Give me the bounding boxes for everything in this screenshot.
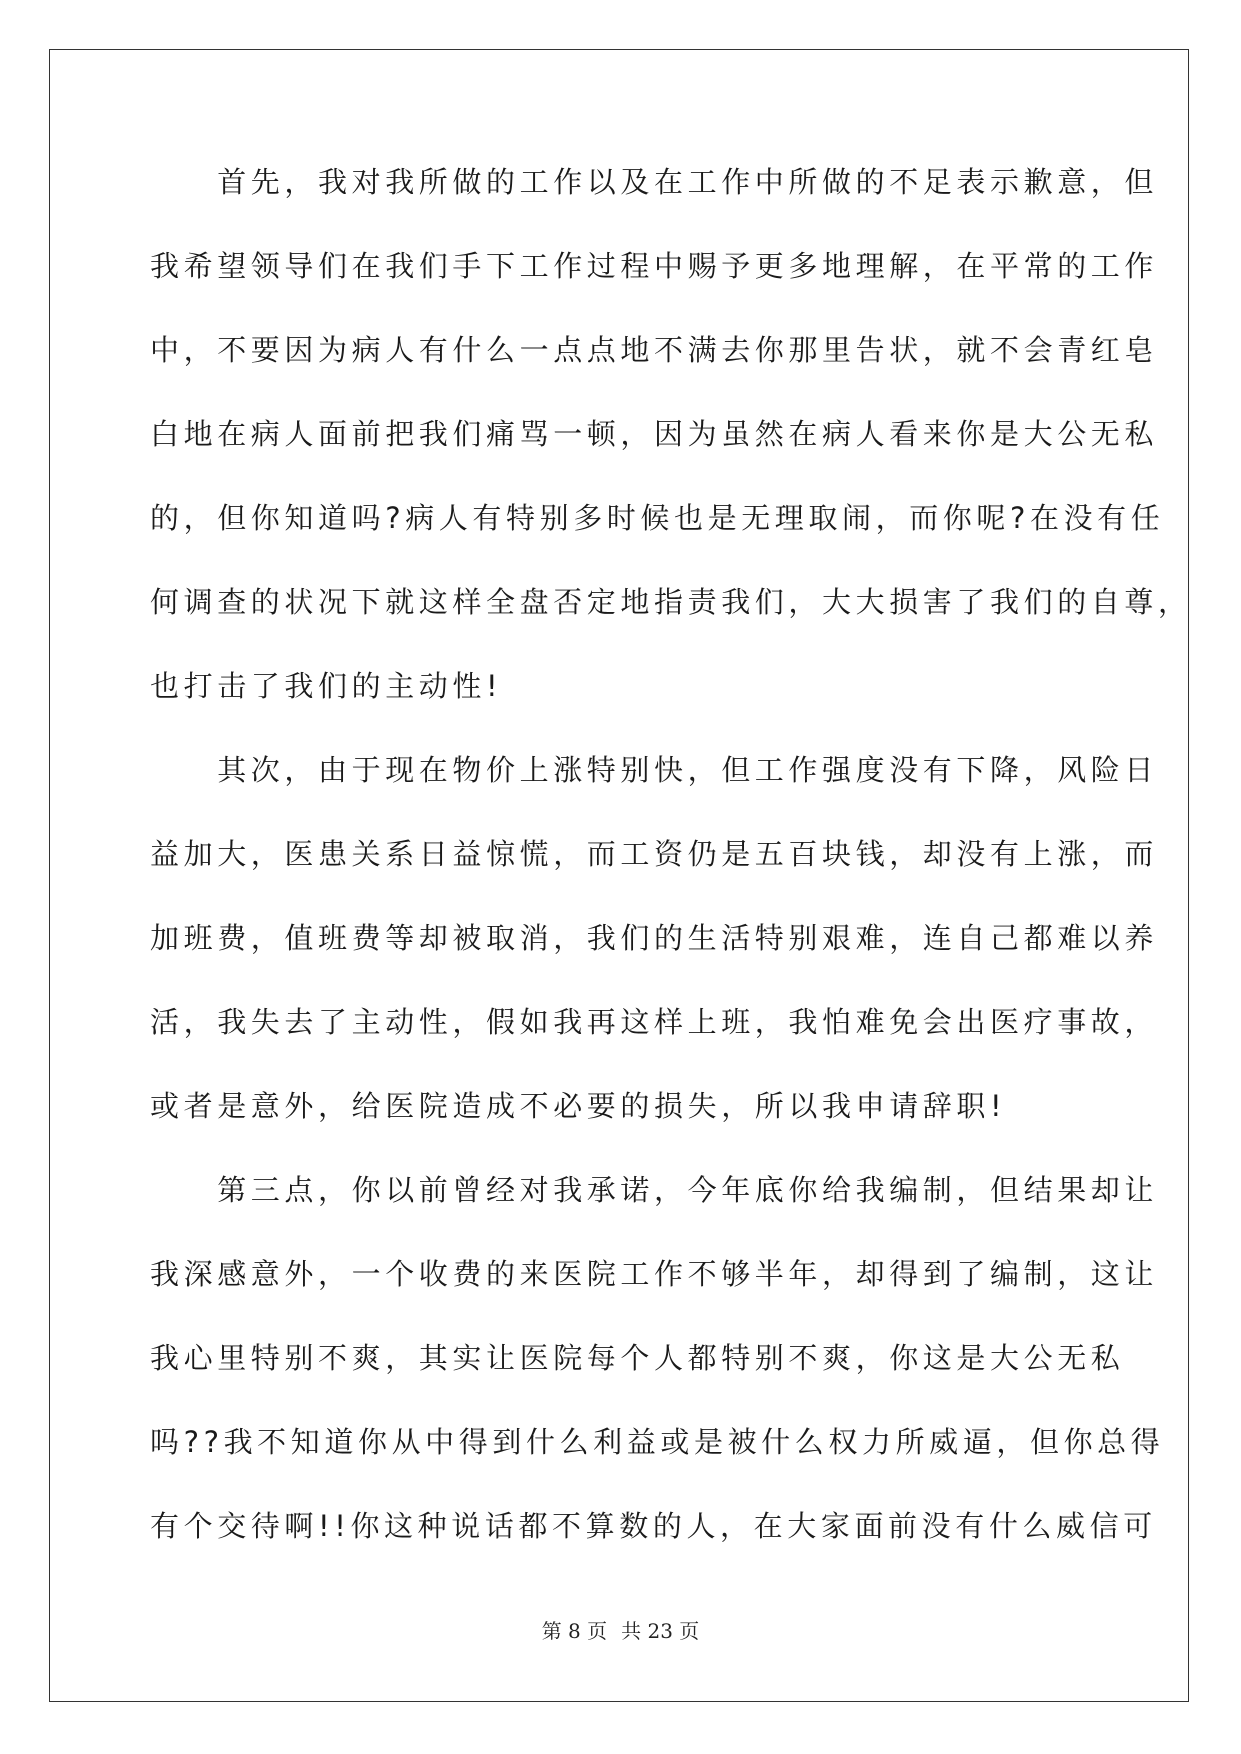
paragraph-2-line-4: 活，我失去了主动性，假如我再这样上班，我怕难免会出医疗事故， xyxy=(150,1005,1159,1039)
paragraph-1-line-6: 何调查的状况下就这样全盘否定地指责我们，大大损害了我们的自尊， xyxy=(150,585,1192,619)
paragraph-3-line-2: 我深感意外，一个收费的来医院工作不够半年，却得到了编制，这让 xyxy=(150,1257,1159,1291)
paragraph-3-line-1: 第三点，你以前曾经对我承诺，今年底你给我编制，但结果却让 xyxy=(150,1173,1159,1207)
paragraph-1-line-2: 我希望领导们在我们手下工作过程中赐予更多地理解，在平常的工作 xyxy=(150,249,1159,283)
paragraph-1-line-7: 也打击了我们的主动性! xyxy=(150,669,503,703)
paragraph-2-line-1: 其次，由于现在物价上涨特别快，但工作强度没有下降，风险日 xyxy=(150,753,1159,787)
paragraph-1-line-4: 白地在病人面前把我们痛骂一顿，因为虽然在病人看来你是大公无私 xyxy=(150,417,1159,451)
page-footer xyxy=(0,1615,1241,1644)
document-body xyxy=(150,160,1192,1588)
paragraph-3-line-5: 有个交待啊!!你这种说话都不算数的人，在大家面前没有什么威信可 xyxy=(150,1509,1157,1543)
paragraph-3-line-4: 吗??我不知道你从中得到什么利益或是被什么权力所威逼，但你总得 xyxy=(150,1425,1165,1459)
paragraph-1-line-3: 中，不要因为病人有什么一点点地不满去你那里告状，就不会青红皂 xyxy=(150,333,1159,367)
paragraph-1-line-1: 首先，我对我所做的工作以及在工作中所做的不足表示歉意，但 xyxy=(150,165,1159,199)
total-pages-label: 共 23 页 xyxy=(621,1619,700,1643)
paragraph-2-line-5: 或者是意外，给医院造成不必要的损失，所以我申请辞职! xyxy=(150,1089,1007,1123)
paragraph-2-line-3: 加班费，值班费等却被取消，我们的生活特别艰难，连自己都难以养 xyxy=(150,921,1159,955)
paragraph-3-line-3: 我心里特别不爽，其实让医院每个人都特别不爽，你这是大公无私 xyxy=(150,1341,1125,1375)
page-number-label: 第 8 页 xyxy=(541,1619,608,1643)
paragraph-2-line-2: 益加大，医患关系日益惊慌，而工资仍是五百块钱，却没有上涨，而 xyxy=(150,837,1159,871)
paragraph-1-line-5: 的，但你知道吗?病人有特别多时候也是无理取闹，而你呢?在没有任 xyxy=(150,501,1165,535)
